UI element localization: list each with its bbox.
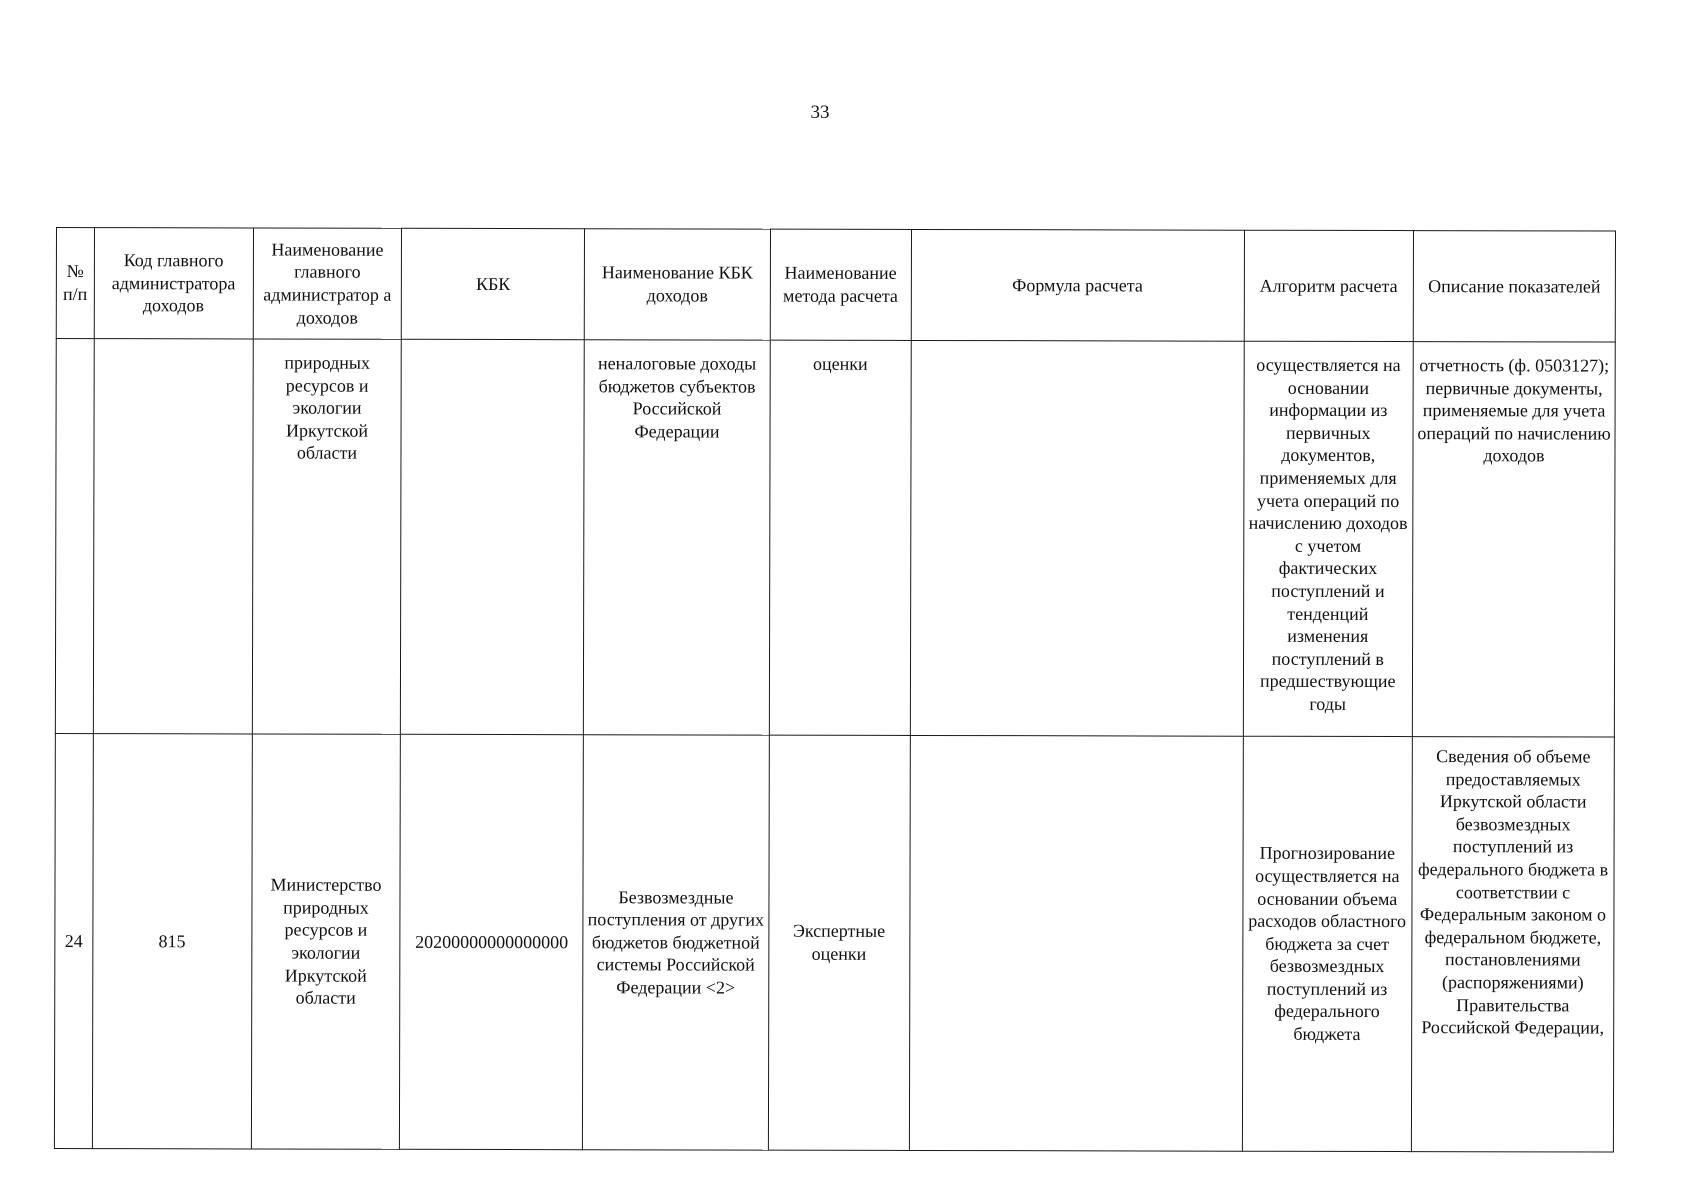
cell-kbk-name: неналоговые доходы бюджетов субъектов Российской Федерации [584, 340, 770, 735]
cell-num [55, 339, 94, 734]
table-header-row [56, 228, 1615, 343]
cell-admin-name: природных ресурсов и экологии Иркутской области [252, 339, 401, 734]
cell-kbk: 20200000000000000 [400, 734, 584, 1149]
header-formula: Формула расчета [911, 229, 1244, 341]
header-description: Описание показателей [1413, 231, 1615, 342]
header-admin-name: Наименование главного администратор а доходов [253, 228, 402, 339]
cell-method: оценки [769, 340, 911, 735]
header-admin-code: Код главного администратора доходов [94, 228, 253, 339]
header-kbk-name: Наименование КБК доходов [585, 229, 770, 340]
cell-description: отчетность (ф. 0503127); первичные документы, применяемые для учета операций по начислению доходов [1412, 342, 1615, 737]
cell-kbk-name: Безвозмездные поступления от других бюджетов бюджетной системы Российской Федерации <2> [583, 735, 769, 1150]
cell-description: Сведения об объеме предоставляемых Иркутской области безвозмездных поступлений из федерального бюджета в соответствии с Федеральным законом о федеральном бюджете, постановлениями (распоряжениями) Правительства Российской Федерации, [1411, 737, 1614, 1152]
cell-admin-code: 815 [92, 734, 252, 1149]
cell-num: 24 [54, 733, 93, 1148]
cell-method: Экспертные оценки [768, 735, 910, 1150]
cell-formula [910, 340, 1244, 736]
revenue-methods-table [54, 227, 1616, 1153]
cell-admin-code [93, 339, 253, 734]
cell-kbk [401, 339, 585, 734]
cell-formula [909, 735, 1243, 1151]
cell-algorithm: Прогнозирование осуществляется на основании объема расходов областного бюджета за счет безвозмездных поступлений из федерального бюджета [1242, 736, 1412, 1151]
table-row [54, 733, 1614, 1152]
cell-algorithm: осуществляется на основании информации из первичных документов, применяемых для учета операций по начислению доходов с учетом фактических поступлений и тенденций изменения поступлений в предшествующие годы [1243, 341, 1413, 736]
header-algorithm: Алгоритм расчета [1244, 230, 1414, 341]
cell-admin-name: Министерство природных ресурсов и экологии Иркутской области [251, 734, 401, 1149]
table-row [55, 339, 1615, 738]
header-num: № п/п [56, 228, 94, 339]
page-number: 33 [810, 102, 830, 123]
header-kbk: КБК [401, 228, 584, 339]
header-method: Наименование метода расчета [770, 229, 912, 340]
